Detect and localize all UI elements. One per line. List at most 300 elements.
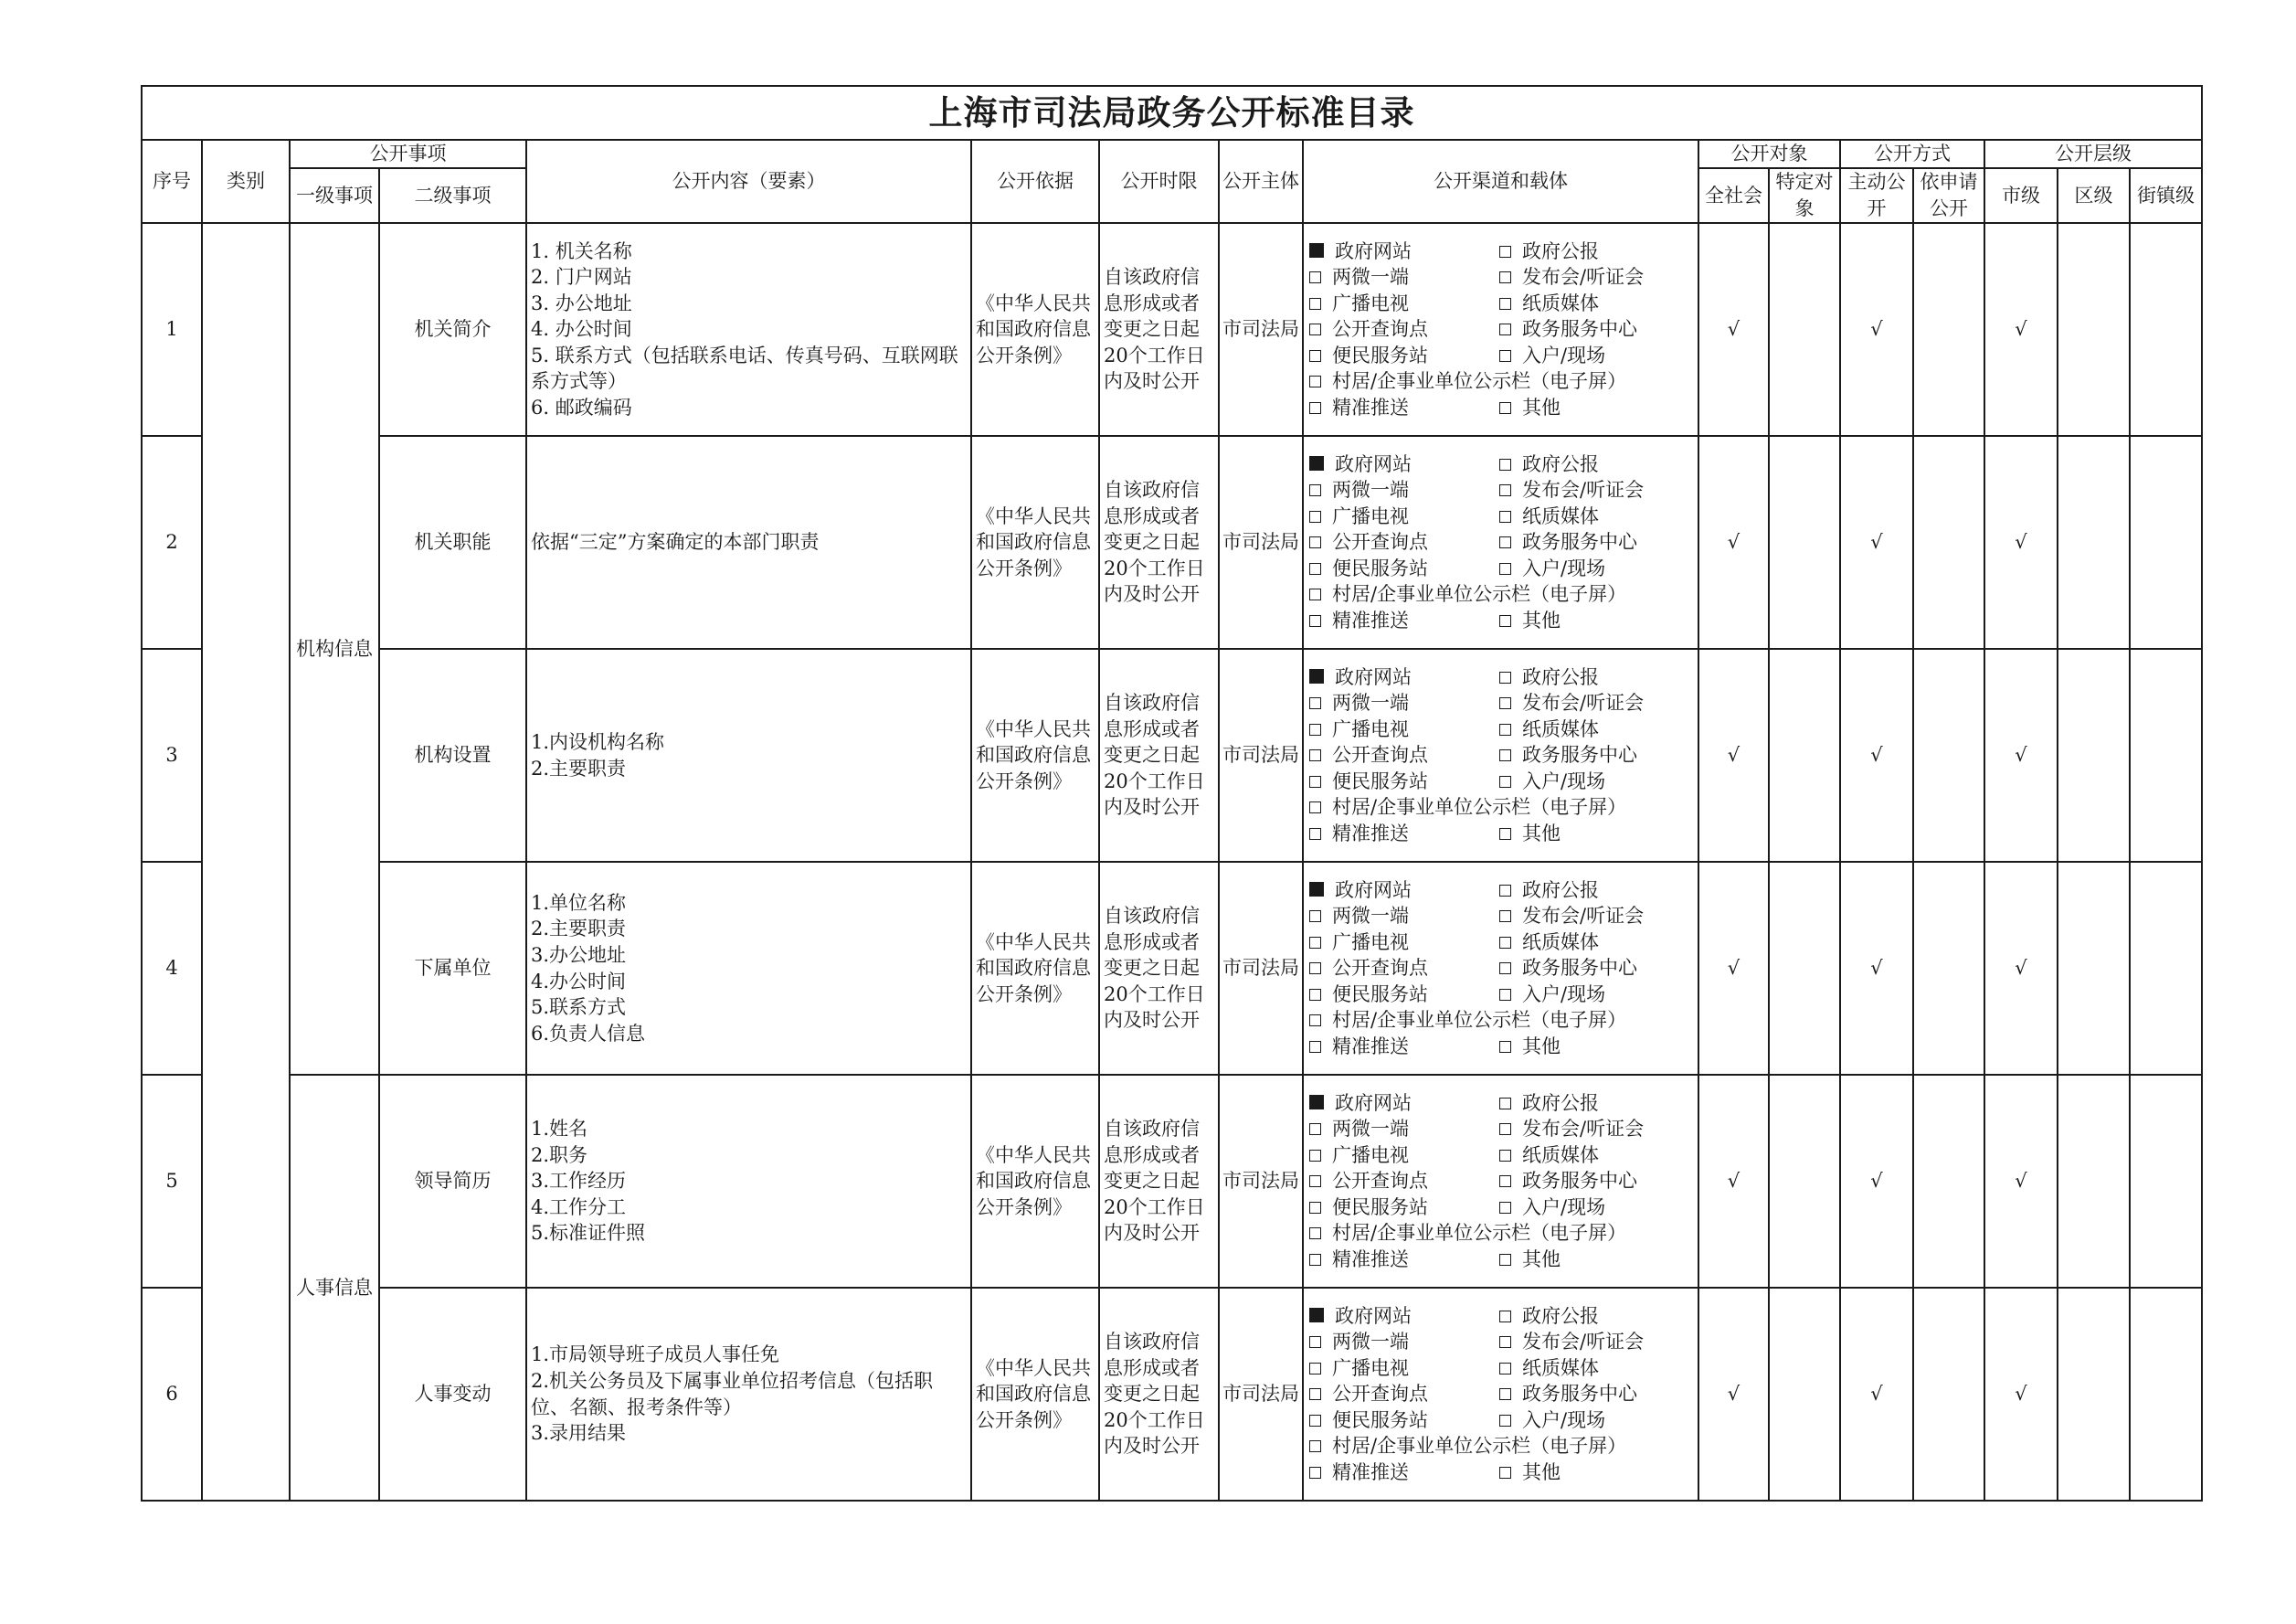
- channel-option-label: 精准推送: [1332, 1247, 1409, 1270]
- header-category: 类别: [202, 140, 290, 223]
- table-row: [142, 862, 2202, 1075]
- channel-option-label: 纸质媒体: [1522, 1356, 1599, 1379]
- checkbox-icon: [1309, 298, 1321, 310]
- header-timing: 公开时限: [1099, 140, 1219, 223]
- channel-option-label: 政府公报: [1522, 1091, 1599, 1114]
- channel-option: [1309, 929, 1499, 956]
- channel-option: [1309, 742, 1499, 769]
- channel-option-label: 政务服务中心: [1522, 744, 1637, 767]
- channel-option-label: 便民服务站: [1332, 1408, 1428, 1431]
- row-seq: 3: [142, 649, 202, 862]
- header-content: 公开内容（要素）: [526, 140, 971, 223]
- header-level-group: 公开层级: [1984, 140, 2202, 168]
- row-timing: 自该政府信息形成或者变更之日起20个工作日内及时公开: [1099, 862, 1219, 1075]
- channel-option-label: 村居/企事业单位公示栏（电子屏）: [1332, 1222, 1627, 1245]
- row-level1-item: 机构信息: [290, 223, 379, 1075]
- row-level-city-mark: √: [1984, 1288, 2058, 1501]
- channel-option-label: 入户/现场: [1522, 770, 1606, 792]
- header-level-district: 区级: [2058, 168, 2130, 223]
- channel-option-label: 广播电视: [1332, 1143, 1409, 1166]
- row-level-street-mark: [2130, 1075, 2202, 1288]
- channel-option: [1499, 343, 1691, 369]
- channel-option: [1499, 1247, 1691, 1273]
- channel-option-label: 政务服务中心: [1522, 318, 1637, 341]
- row-timing: 自该政府信息形成或者变更之日起20个工作日内及时公开: [1099, 649, 1219, 862]
- channel-option: [1309, 1116, 1499, 1142]
- channel-option: [1499, 664, 1691, 691]
- checkbox-icon: [1499, 1388, 1511, 1400]
- checkbox-icon: [1309, 1150, 1321, 1162]
- checkbox-icon: [1309, 937, 1321, 949]
- channel-option: [1309, 343, 1499, 369]
- channel-option-label: 其他: [1522, 1247, 1561, 1270]
- row-level-district-mark: [2058, 862, 2130, 1075]
- table-body: [142, 223, 2202, 1501]
- row-method-request-mark: [1913, 649, 1984, 862]
- channel-option-label: 纸质媒体: [1522, 504, 1599, 527]
- checkbox-icon: [1309, 484, 1321, 496]
- row-level-city-mark: √: [1984, 223, 2058, 436]
- channel-option-label: 入户/现场: [1522, 1408, 1606, 1431]
- row-level2-item: 机关简介: [379, 223, 526, 436]
- row-channels: [1303, 1075, 1698, 1288]
- checkbox-icon: [1499, 1415, 1511, 1427]
- channel-option: [1499, 742, 1691, 769]
- channel-option-label: 公开查询点: [1332, 1170, 1428, 1193]
- channel-option-label: 精准推送: [1332, 1035, 1409, 1057]
- channel-option: [1499, 769, 1691, 795]
- row-audience-all-mark: √: [1698, 436, 1769, 649]
- row-channels: [1303, 436, 1698, 649]
- channel-checkbox-group: [1304, 877, 1698, 1060]
- channel-option: [1309, 716, 1499, 743]
- content-line: 1.单位名称: [531, 891, 627, 914]
- channel-option-label: 两微一端: [1332, 692, 1409, 715]
- row-level2-item: 人事变动: [379, 1288, 526, 1501]
- channel-option: [1309, 690, 1499, 716]
- checkbox-icon: [1499, 1150, 1511, 1162]
- checkbox-icon: [1309, 536, 1321, 548]
- row-audience-all-mark: √: [1698, 1288, 1769, 1501]
- channel-option-label: 入户/现场: [1522, 982, 1606, 1005]
- row-seq: 4: [142, 862, 202, 1075]
- row-content: [526, 649, 971, 862]
- channel-option-label: 发布会/听证会: [1522, 479, 1645, 502]
- checkbox-icon: [1309, 1467, 1321, 1479]
- checkbox-icon: [1309, 563, 1321, 575]
- row-basis: 《中华人民共和国政府信息公开条例》: [971, 436, 1099, 649]
- row-basis: 《中华人民共和国政府信息公开条例》: [971, 649, 1099, 862]
- checkbox-icon: [1309, 1175, 1321, 1187]
- channel-option: [1499, 1194, 1691, 1221]
- table-row: [142, 1075, 2202, 1288]
- header-channel: 公开渠道和载体: [1303, 140, 1698, 223]
- row-level-city-mark: √: [1984, 1075, 2058, 1288]
- channel-option-label: 发布会/听证会: [1522, 692, 1645, 715]
- checkbox-icon: [1499, 776, 1511, 788]
- checkbox-icon: [1499, 885, 1511, 897]
- channel-option: [1309, 1433, 1627, 1459]
- channel-option: [1499, 316, 1691, 343]
- row-basis: 《中华人民共和国政府信息公开条例》: [971, 862, 1099, 1075]
- table-row: [142, 649, 2202, 862]
- channel-option: [1499, 368, 1691, 395]
- channel-option-label: 便民服务站: [1332, 344, 1428, 366]
- checkbox-icon: [1309, 1336, 1321, 1348]
- channel-option-label: 政府网站: [1335, 665, 1412, 688]
- channel-option-label: 便民服务站: [1332, 982, 1428, 1005]
- row-timing: 自该政府信息形成或者变更之日起20个工作日内及时公开: [1099, 223, 1219, 436]
- channel-option-label: 广播电视: [1332, 504, 1409, 527]
- channel-option: [1309, 395, 1499, 421]
- checkbox-icon: [1499, 1467, 1511, 1479]
- channel-option: [1499, 529, 1691, 556]
- row-basis: 《中华人民共和国政府信息公开条例》: [971, 1075, 1099, 1288]
- checkbox-icon: [1309, 1041, 1321, 1053]
- channel-option: [1499, 608, 1691, 634]
- checkbox-icon: [1309, 350, 1321, 362]
- content-line: 2.机关公务员及下属事业单位招考信息（包括职位、名额、报考条件等）: [531, 1369, 934, 1418]
- channel-option-label: 政府公报: [1522, 878, 1599, 901]
- channel-option: [1309, 877, 1499, 904]
- channel-option-label: 纸质媒体: [1522, 1143, 1599, 1166]
- channel-option-label: 精准推送: [1332, 1460, 1409, 1483]
- channel-option: [1309, 529, 1499, 556]
- channel-option: [1309, 477, 1499, 504]
- channel-option: [1499, 1116, 1691, 1142]
- channel-option: [1309, 608, 1499, 634]
- content-line: 2.主要职责: [531, 757, 627, 780]
- channel-option-label: 两微一端: [1332, 1118, 1409, 1141]
- channel-option-label: 公开查询点: [1332, 531, 1428, 554]
- row-timing: 自该政府信息形成或者变更之日起20个工作日内及时公开: [1099, 1288, 1219, 1501]
- channel-option: [1499, 477, 1691, 504]
- channel-option: [1499, 239, 1691, 265]
- checkbox-icon: [1309, 749, 1321, 761]
- channel-option-label: 公开查询点: [1332, 957, 1428, 980]
- row-method-active-mark: √: [1840, 649, 1913, 862]
- row-channels: [1303, 223, 1698, 436]
- row-subject: 市司法局: [1219, 862, 1303, 1075]
- page-title: 上海市司法局政务公开标准目录: [142, 86, 2202, 140]
- channel-option: [1499, 291, 1691, 317]
- content-line: 2.主要职责: [531, 918, 627, 940]
- row-audience-all-mark: √: [1698, 1075, 1769, 1288]
- row-subject: 市司法局: [1219, 649, 1303, 862]
- channel-option: [1309, 982, 1499, 1008]
- checkbox-icon: [1499, 1363, 1511, 1375]
- channel-option-label: 广播电视: [1332, 717, 1409, 740]
- channel-option-label: 其他: [1522, 609, 1561, 632]
- channel-option: [1499, 821, 1691, 847]
- row-audience-all-mark: √: [1698, 649, 1769, 862]
- row-timing: 自该政府信息形成或者变更之日起20个工作日内及时公开: [1099, 436, 1219, 649]
- channel-checkbox-group: [1304, 239, 1698, 421]
- content-line: 3.工作经历: [531, 1170, 627, 1193]
- channel-option-label: 村居/企事业单位公示栏（电子屏）: [1332, 370, 1627, 393]
- row-audience-specific-mark: [1769, 1288, 1840, 1501]
- row-method-active-mark: √: [1840, 862, 1913, 1075]
- channel-option: [1309, 1220, 1627, 1247]
- checkbox-icon: [1499, 672, 1511, 684]
- channel-option-label: 精准推送: [1332, 396, 1409, 419]
- channel-option: [1309, 239, 1499, 265]
- checkbox-icon: [1499, 962, 1511, 974]
- channel-checkbox-group: [1304, 1090, 1698, 1273]
- content-line: 4.办公时间: [531, 970, 627, 992]
- row-method-request-mark: [1913, 223, 1984, 436]
- channel-option: [1309, 794, 1627, 821]
- row-seq: 5: [142, 1075, 202, 1288]
- channel-option: [1309, 1355, 1499, 1382]
- channel-option: [1309, 664, 1499, 691]
- channel-option: [1309, 316, 1499, 343]
- row-method-active-mark: √: [1840, 1075, 1913, 1288]
- channel-option-label: 纸质媒体: [1522, 930, 1599, 953]
- channel-option: [1309, 1247, 1499, 1273]
- row-seq: 6: [142, 1288, 202, 1501]
- channel-option: [1499, 982, 1691, 1008]
- checkbox-icon: [1309, 324, 1321, 335]
- channel-option-label: 政府网站: [1335, 1091, 1412, 1114]
- header-method-group: 公开方式: [1840, 140, 1984, 168]
- row-method-request-mark: [1913, 436, 1984, 649]
- checkbox-icon: [1309, 615, 1321, 627]
- row-level-district-mark: [2058, 1075, 2130, 1288]
- checkbox-icon: [1309, 402, 1321, 414]
- channel-option: [1309, 1007, 1627, 1034]
- channel-option: [1499, 556, 1691, 582]
- channel-option-label: 两微一端: [1332, 479, 1409, 502]
- row-audience-all-mark: √: [1698, 862, 1769, 1075]
- content-line: 1.内设机构名称: [531, 730, 665, 753]
- checkbox-icon: [1499, 402, 1511, 414]
- channel-option: [1499, 264, 1691, 291]
- checkbox-icon: [1499, 615, 1511, 627]
- channel-option-label: 便民服务站: [1332, 1195, 1428, 1218]
- channel-option: [1309, 1168, 1499, 1194]
- checkbox-icon: [1309, 376, 1321, 387]
- table-row: [142, 1288, 2202, 1501]
- content-line: 依据“三定”方案确定的本部门职责: [531, 531, 820, 554]
- checkbox-icon: [1309, 962, 1321, 974]
- channel-option-label: 政务服务中心: [1522, 957, 1637, 980]
- row-content: [526, 1288, 971, 1501]
- channel-option-label: 政府网站: [1335, 452, 1412, 475]
- channel-option-label: 便民服务站: [1332, 557, 1428, 579]
- content-line: 1. 机关名称: [531, 239, 632, 262]
- channel-option: [1309, 903, 1499, 929]
- channel-option-label: 村居/企事业单位公示栏（电子屏）: [1332, 1009, 1627, 1032]
- channel-checkbox-group: [1304, 1303, 1698, 1486]
- row-content: [526, 862, 971, 1075]
- channel-option-label: 政府网站: [1335, 878, 1412, 901]
- table-row: [142, 436, 2202, 649]
- content-line: 6.负责人信息: [531, 1022, 646, 1045]
- header-audience-specific: 特定对象: [1769, 168, 1840, 223]
- channel-option: [1309, 1142, 1499, 1169]
- content-line: 5. 联系方式（包括联系电话、传真号码、互联网联系方式等）: [531, 344, 958, 393]
- checkbox-icon: [1499, 459, 1511, 471]
- header-audience-all: 全社会: [1698, 168, 1769, 223]
- checkbox-icon: [1499, 724, 1511, 736]
- channel-option: [1499, 1355, 1691, 1382]
- row-level-street-mark: [2130, 436, 2202, 649]
- checkbox-icon: [1499, 1254, 1511, 1266]
- row-level2-item: 机构设置: [379, 649, 526, 862]
- checkbox-icon: [1499, 350, 1511, 362]
- checked-box-icon: [1309, 1308, 1324, 1322]
- channel-option: [1309, 291, 1499, 317]
- row-level-district-mark: [2058, 436, 2130, 649]
- channel-option-label: 两微一端: [1332, 1331, 1409, 1353]
- checkbox-icon: [1309, 1254, 1321, 1266]
- row-basis: 《中华人民共和国政府信息公开条例》: [971, 1288, 1099, 1501]
- checkbox-icon: [1499, 828, 1511, 840]
- row-subject: 市司法局: [1219, 1075, 1303, 1288]
- checkbox-icon: [1499, 749, 1511, 761]
- channel-option-label: 政府公报: [1522, 452, 1599, 475]
- header-level-street: 街镇级: [2130, 168, 2202, 223]
- checkbox-icon: [1309, 697, 1321, 709]
- channel-option-label: 广播电视: [1332, 292, 1409, 314]
- channel-option-label: 入户/现场: [1522, 344, 1606, 366]
- checkbox-icon: [1309, 271, 1321, 283]
- channel-option-label: 发布会/听证会: [1522, 266, 1645, 289]
- content-line: 2.职务: [531, 1143, 588, 1166]
- row-basis: 《中华人民共和国政府信息公开条例》: [971, 223, 1099, 436]
- channel-option: [1309, 1459, 1499, 1486]
- channel-option: [1499, 716, 1691, 743]
- channel-option: [1309, 1381, 1499, 1407]
- row-category: [202, 223, 290, 1501]
- header-subject: 公开主体: [1219, 140, 1303, 223]
- channel-option: [1309, 581, 1627, 608]
- header-method-request: 依申请公开: [1913, 168, 1984, 223]
- channel-option-label: 发布会/听证会: [1522, 1118, 1645, 1141]
- content-line: 2. 门户网站: [531, 266, 632, 289]
- row-level-district-mark: [2058, 223, 2130, 436]
- row-level-street-mark: [2130, 862, 2202, 1075]
- channel-option-label: 发布会/听证会: [1522, 1331, 1645, 1353]
- checkbox-icon: [1499, 1041, 1511, 1053]
- channel-option-label: 政务服务中心: [1522, 1383, 1637, 1406]
- checkbox-icon: [1499, 298, 1511, 310]
- checkbox-icon: [1309, 589, 1321, 600]
- row-subject: 市司法局: [1219, 223, 1303, 436]
- row-content: [526, 223, 971, 436]
- checkbox-icon: [1499, 989, 1511, 1001]
- row-seq: 1: [142, 223, 202, 436]
- channel-option: [1309, 1194, 1499, 1221]
- channel-option: [1499, 1220, 1691, 1247]
- checked-box-icon: [1309, 1095, 1324, 1109]
- checkbox-icon: [1499, 324, 1511, 335]
- checkbox-icon: [1499, 536, 1511, 548]
- channel-option-label: 广播电视: [1332, 1356, 1409, 1379]
- channel-option: [1499, 395, 1691, 421]
- channel-option: [1499, 877, 1691, 904]
- checkbox-icon: [1309, 724, 1321, 736]
- channel-option-label: 便民服务站: [1332, 770, 1428, 792]
- content-line: 1.姓名: [531, 1118, 588, 1141]
- checkbox-icon: [1499, 910, 1511, 922]
- channel-option: [1309, 1034, 1499, 1060]
- channel-option-label: 政府网站: [1335, 1304, 1412, 1327]
- row-content: [526, 1075, 971, 1288]
- content-line: 4.工作分工: [531, 1195, 627, 1218]
- channel-option-label: 其他: [1522, 1035, 1561, 1057]
- channel-option-label: 发布会/听证会: [1522, 905, 1645, 928]
- checkbox-icon: [1309, 801, 1321, 813]
- channel-option: [1309, 556, 1499, 582]
- channel-option-label: 两微一端: [1332, 266, 1409, 289]
- content-line: 4. 办公时间: [531, 318, 632, 341]
- checkbox-icon: [1499, 1202, 1511, 1214]
- channel-option: [1309, 769, 1499, 795]
- row-audience-specific-mark: [1769, 1075, 1840, 1288]
- header-level2: 二级事项: [379, 168, 526, 223]
- channel-checkbox-group: [1304, 664, 1698, 847]
- row-method-request-mark: [1913, 1288, 1984, 1501]
- row-level2-item: 领导简历: [379, 1075, 526, 1288]
- channel-option-label: 公开查询点: [1332, 744, 1428, 767]
- row-level-street-mark: [2130, 1288, 2202, 1501]
- checkbox-icon: [1499, 937, 1511, 949]
- checkbox-icon: [1499, 271, 1511, 283]
- content-line: 5.标准证件照: [531, 1222, 646, 1245]
- channel-option: [1309, 1303, 1499, 1330]
- checked-box-icon: [1309, 243, 1324, 258]
- checkbox-icon: [1309, 1415, 1321, 1427]
- content-line: 5.联系方式: [531, 996, 627, 1019]
- channel-option-label: 入户/现场: [1522, 557, 1606, 579]
- channel-option-label: 政府公报: [1522, 239, 1599, 262]
- channel-option-label: 入户/现场: [1522, 1195, 1606, 1218]
- header-audience-group: 公开对象: [1698, 140, 1840, 168]
- channel-option-label: 精准推送: [1332, 609, 1409, 632]
- checkbox-icon: [1309, 1123, 1321, 1135]
- channel-option-label: 精准推送: [1332, 822, 1409, 844]
- channel-option: [1499, 451, 1691, 478]
- row-method-active-mark: √: [1840, 1288, 1913, 1501]
- row-level2-item: 机关职能: [379, 436, 526, 649]
- checkbox-icon: [1309, 1227, 1321, 1239]
- channel-option: [1309, 504, 1499, 530]
- channel-option: [1499, 1034, 1691, 1060]
- row-level-district-mark: [2058, 1288, 2130, 1501]
- channel-option: [1309, 821, 1499, 847]
- content-line: 6. 邮政编码: [531, 396, 632, 419]
- row-level-street-mark: [2130, 223, 2202, 436]
- channel-option-label: 政府公报: [1522, 665, 1599, 688]
- channel-option: [1499, 1329, 1691, 1355]
- channel-option: [1309, 1329, 1499, 1355]
- channel-option: [1499, 1168, 1691, 1194]
- content-line: 3.办公地址: [531, 943, 627, 966]
- row-audience-specific-mark: [1769, 436, 1840, 649]
- checkbox-icon: [1499, 1311, 1511, 1322]
- checkbox-icon: [1309, 989, 1321, 1001]
- checkbox-icon: [1309, 511, 1321, 523]
- row-method-active-mark: √: [1840, 223, 1913, 436]
- checkbox-icon: [1499, 1098, 1511, 1109]
- header-basis: 公开依据: [971, 140, 1099, 223]
- checkbox-icon: [1499, 1123, 1511, 1135]
- channel-option: [1499, 1407, 1691, 1434]
- row-method-active-mark: √: [1840, 436, 1913, 649]
- header-items-group: 公开事项: [290, 140, 526, 168]
